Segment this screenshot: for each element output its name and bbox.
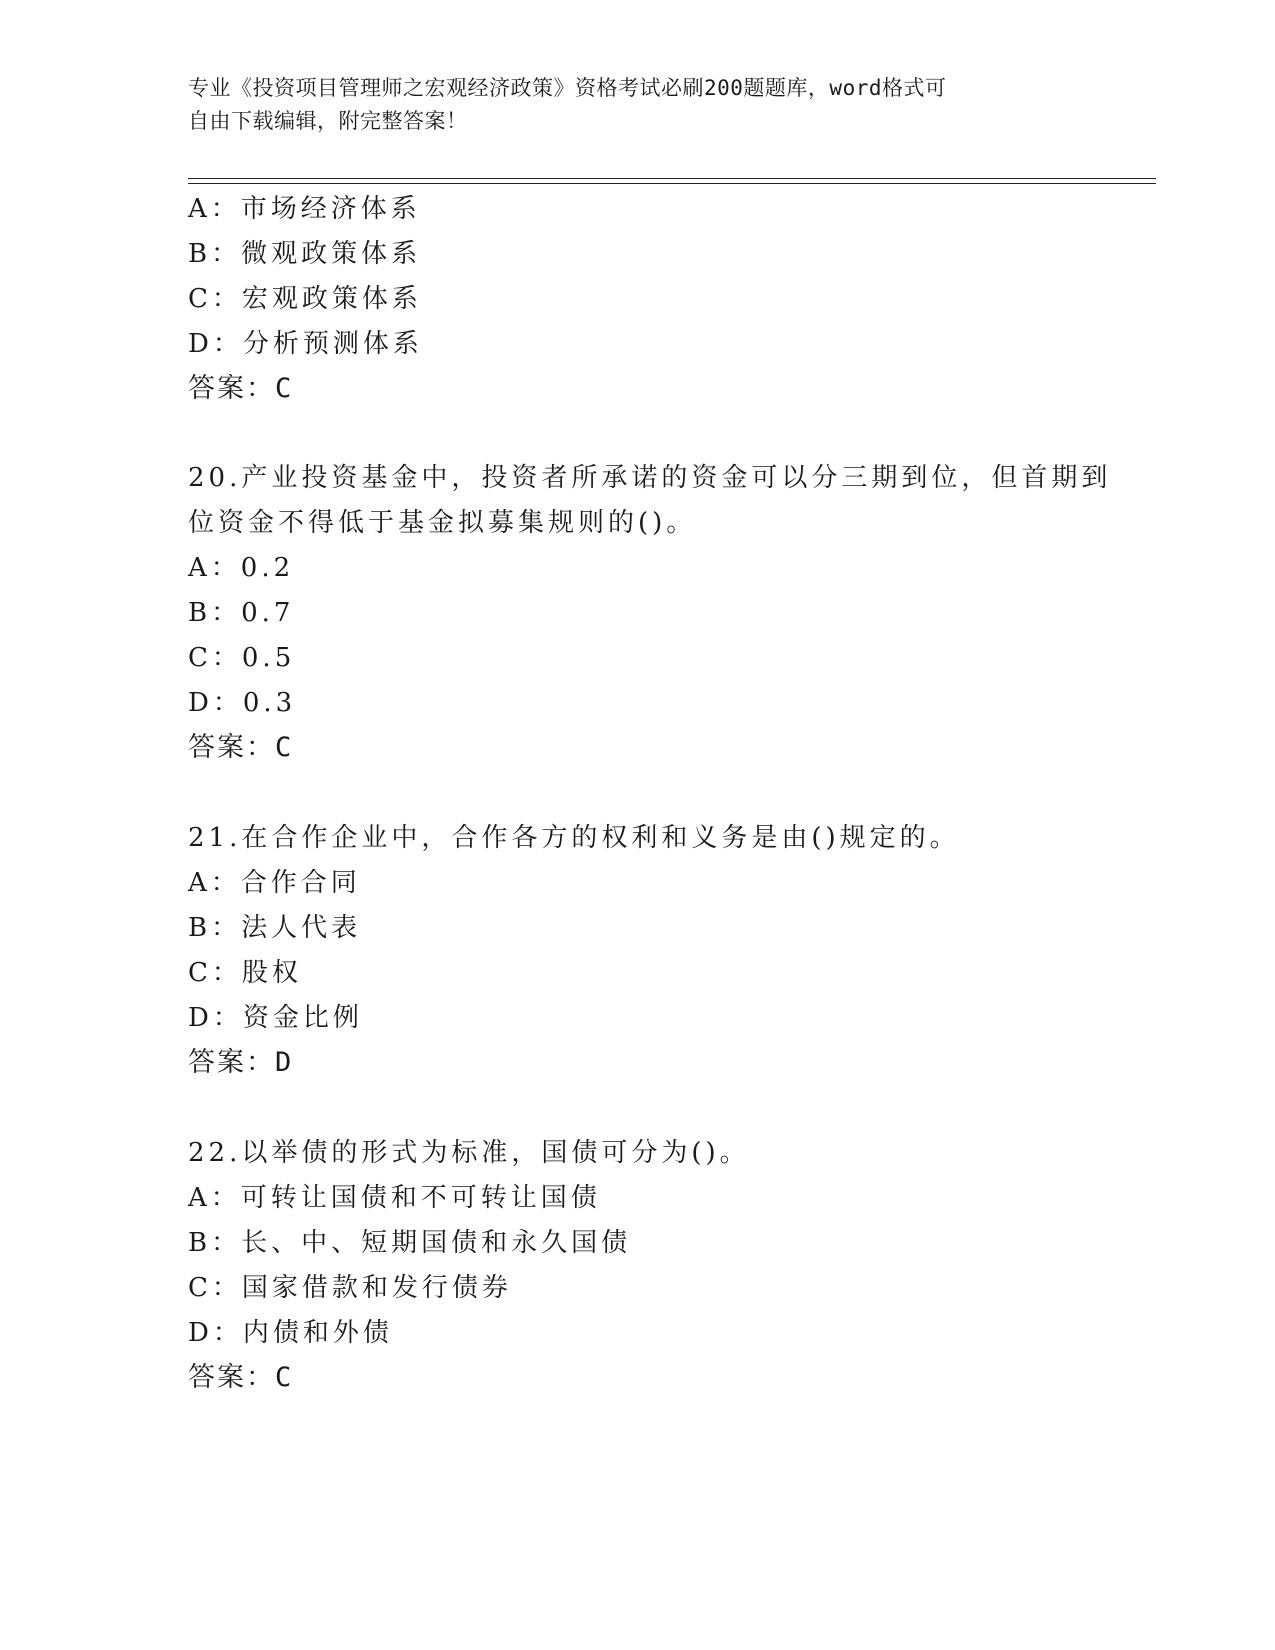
q21-option-b: B：法人代表 [188, 913, 362, 943]
q21-answer [188, 1047, 293, 1079]
q21-answer-label: 答案： [188, 1047, 275, 1078]
q19-answer [188, 373, 293, 405]
q21-answer-value: D [275, 1047, 294, 1078]
q22-option-a: A：可转让国债和不可转让国债 [188, 1183, 601, 1213]
q21-option-d: D：资金比例 [188, 1003, 363, 1033]
q20-option-c: C：0.5 [188, 643, 296, 673]
q20-option-a: A：0.2 [188, 553, 295, 583]
header-divider-top [188, 178, 1156, 179]
document-header [188, 72, 1088, 138]
q20-answer-label: 答案： [188, 732, 275, 763]
q19-option-d: D：分析预测体系 [188, 329, 423, 359]
q21-stem-line-1: 21.在合作企业中，合作各方的权利和义务是由()规定的。 [188, 823, 960, 853]
header-line-1: 专业《投资项目管理师之宏观经济政策》资格考试必刷200题题库，word格式可 [188, 76, 947, 100]
q22-answer-label: 答案： [188, 1362, 275, 1393]
q19-answer-label: 答案： [188, 373, 275, 404]
q20-answer-value: C [275, 732, 294, 763]
q22-answer-value: C [275, 1362, 294, 1393]
q20-option-d: D：0.3 [188, 688, 297, 718]
header-divider-bottom [188, 183, 1156, 184]
q19-option-a: A：市场经济体系 [188, 194, 421, 224]
q19-option-b: B：微观政策体系 [188, 239, 422, 269]
q22-answer [188, 1362, 293, 1394]
q22-option-b: B：长、中、短期国债和永久国债 [188, 1228, 632, 1258]
q22-option-d: D：内债和外债 [188, 1318, 393, 1348]
q20-stem-line-2: 位资金不得低于基金拟募集规则的()。 [188, 508, 697, 538]
q22-option-c: C：国家借款和发行债券 [188, 1273, 512, 1303]
q21-option-c: C：股权 [188, 958, 302, 988]
q19-answer-value: C [275, 373, 294, 404]
q22-stem-line-1: 22.以举债的形式为标准，国债可分为()。 [188, 1138, 750, 1168]
q20-answer [188, 732, 293, 764]
q19-option-c: C：宏观政策体系 [188, 284, 422, 314]
q21-option-a: A：合作合同 [188, 868, 361, 898]
q20-stem-line-1: 20.产业投资基金中，投资者所承诺的资金可以分三期到位，但首期到 [188, 463, 1112, 493]
q20-option-b: B：0.7 [188, 598, 295, 628]
header-line-2: 自由下载编辑，附完整答案！ [188, 109, 468, 133]
